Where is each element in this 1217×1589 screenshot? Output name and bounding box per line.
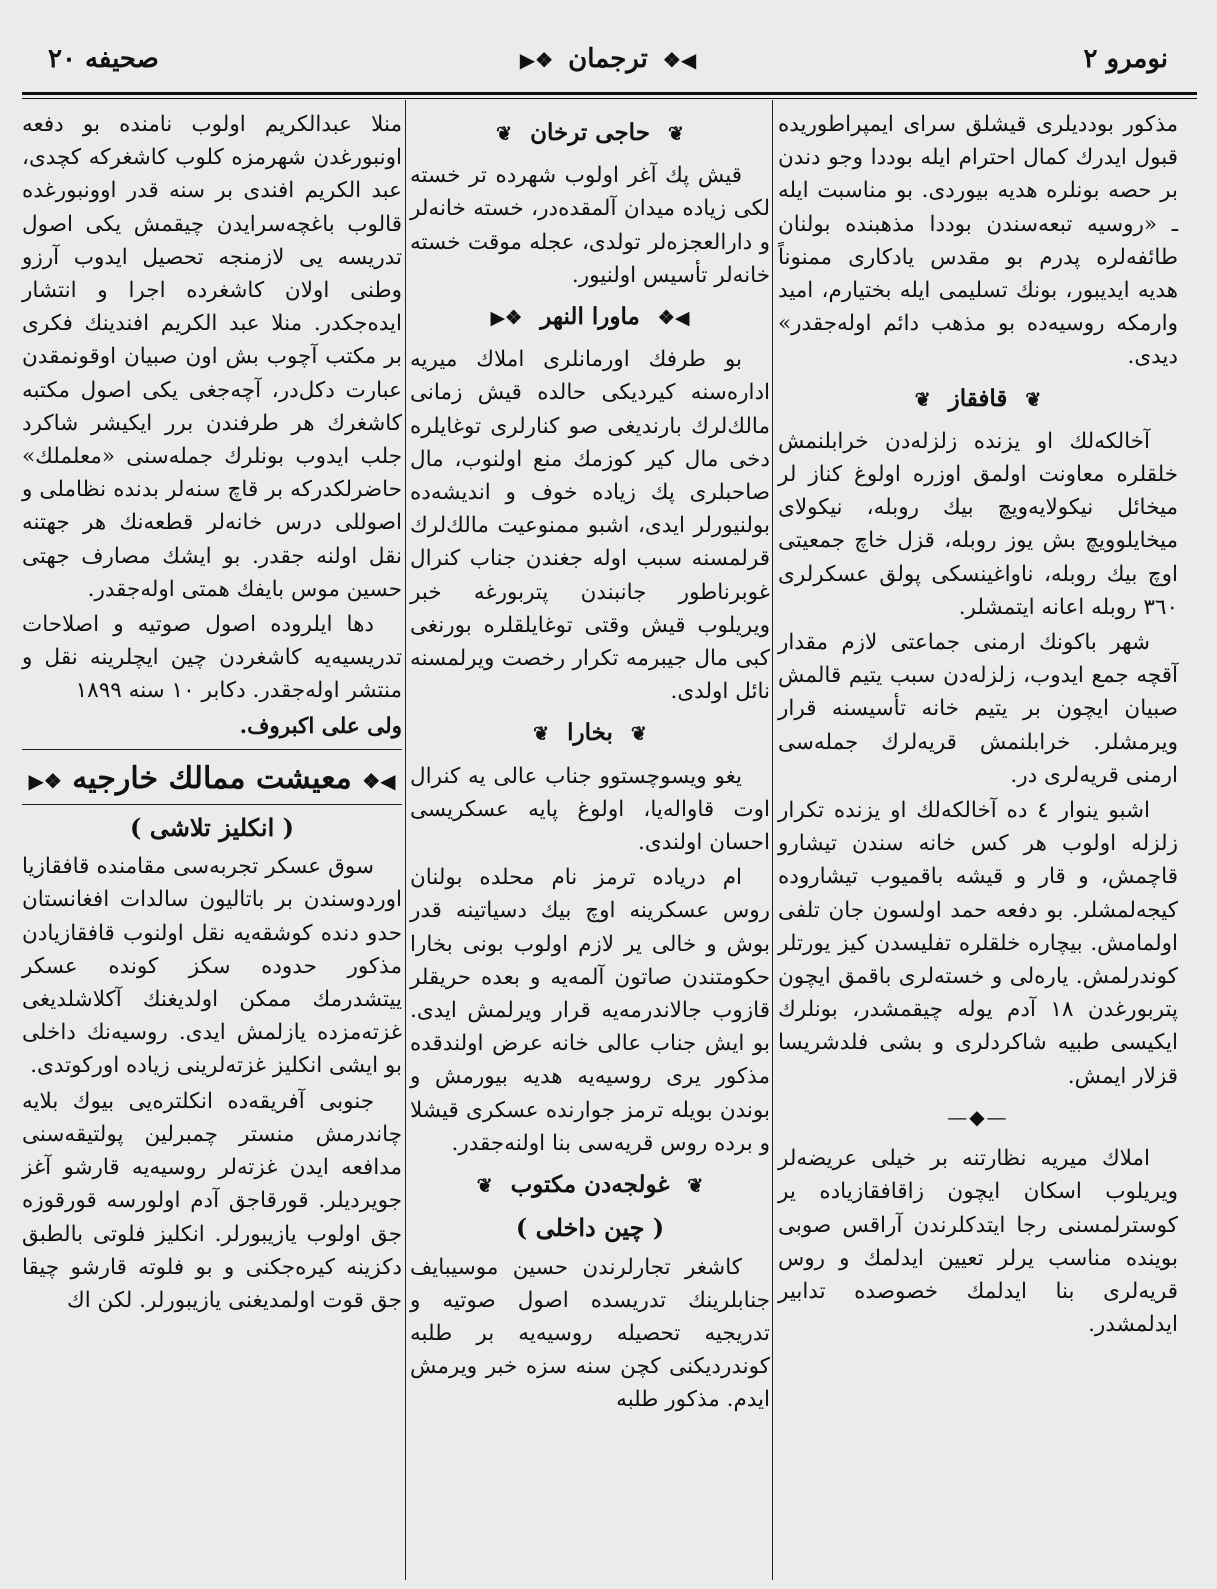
ornament-icon: ❦ xyxy=(630,723,647,746)
ornament-icon: ❦ xyxy=(533,723,550,746)
subheading: ( چین داخلی ) xyxy=(515,1213,665,1243)
section-heading-text: قافقاز xyxy=(948,384,1008,412)
left-column xyxy=(22,108,402,1578)
article-text: منلا عبدالکریم اولوب نامنده بو دفعه اونبورغدن شهرمزه کلوب کاشغرکه کچدی، عبد الکریم افندی بر سنه قدر اوونبورغده قالوب باغچه‌سرایدن چیقمش یکی اصول تدریسه یی لازمنجه تحصیل ایدوب آرزو وطنی اولان کاشغرده اجرا و انتشار ایده‌جکدر. منلا عبد الکریم افندینك فکری بر مکتب آچوب بش اون صبیان اوقونمقدن عبارت دکل‌در، آچه‌جغی یکی اصول مکتبه کاشغرك هر طرفندن برر ایکیشر شاکرد جلب ایدوب بونلرك جمله‌سنی «معلملك» حاضرلکدرکه بر قاچ سنه‌لر بدنده نظاملی و اصوللی درس خانه‌لر قطعه‌نك هر جهتنه نقل اولنه جقدر. بو ایشك مصارف جهتی حسین موس بایفك همتی اوله‌جقدر. xyxy=(22,112,402,602)
article-text: دها ایلروده اصول صوتیه و اصلاحات تدریسیه‌یه کاشغردن چین ایچلرینه نقل و منتشر اوله‌جقدر. دکابر ١٠ سنه ١٨٩٩ xyxy=(22,612,402,704)
signature: ولی علی اکبروف. xyxy=(239,713,402,739)
article-text: ام دریاده ترمز نام محلده بولنان روس عسکرینه اوچ بیك دسیاتینه قدر بوش و خالی یر لازم اولوب بونی بخارا حکومتندن صاتون آلمه‌یه و بعده حریقلر قازوب جالاندرمه‌یه قرار ویرلمش ایدی. بو ایش جناب عالی خانه عرض اولندقده مذکور یری روسیه‌یه هدیه بیورمش و بوندن بویله ترمز جوارنده عسکری قیشلا و برده روس قریه‌سی بنا اولنه‌جقدر. xyxy=(410,865,770,1156)
section-heading xyxy=(410,1168,770,1203)
masthead-rule-thin xyxy=(22,98,1197,99)
article-text: املاك میریه نظارتنه بر خیلی عریضه‌لر ویریلوب اسکان ایچون زاقافقازیاده یر کوسترلمسنی رجا ایتدکلرندن آراقس صوبی بوینده مناسب یرلر تعیین ایدلمك و روس قریه‌لری بنا ایدلمك خصوصده تدابیر ایدلمشدر. xyxy=(778,1146,1178,1338)
page-number: صحیفه ٢٠ xyxy=(48,44,159,74)
right-column xyxy=(778,108,1178,1578)
issue-number: نومرو ٢ xyxy=(1083,44,1168,74)
ornament-icon: ❖▶ xyxy=(519,48,554,72)
article-text: آخالکه‌لك او یزنده زلزله‌دن خرابلنمش خلقلره معاونت اولمق اوزره اولوغ کناز لر میخائل نیکولایه‌ویچ بیك روبله، نیکولای میخایلوویچ بش یوز روبله، قزل خاچ جمعیتی اوچ بیك روبله، ناواغینسکی پولق عسکرلری ٣٦٠ روبله اعانه ایتمشلر. xyxy=(778,428,1178,620)
section-heading xyxy=(22,762,402,798)
column-divider xyxy=(772,100,773,1580)
ornament-icon: ❖▶ xyxy=(28,768,62,793)
article-text: بو طرفك اورمانلری املاك میریه ادارەسنه کیردیکی حالده قیش زمانی مالك‌لرك بارندیغی صو کنارلری توغایلره دخی مال کیر کوزمك منع اولنوب، مال صاحبلری پك زیاده خوف و اندیشه‌ده بولنیورلر ایدی، اشبو ممنوعیت مالك‌لرك قرلمسنه سبب اوله جغندن جناب کنرال غوبرناطور جانبندن پتربورغه خبر ویریلوب قیش وقتی توغایلقلره بورنغی کبی مال جیبرمه تکرار رخصت ویرلمسنه نائل اولدی. xyxy=(410,347,770,705)
ornament-divider: —◆— xyxy=(947,1104,1009,1129)
section-heading-text: ماورا النهر xyxy=(540,303,640,331)
column-divider xyxy=(405,100,406,1580)
masthead xyxy=(18,38,1198,94)
ornament-icon: ◀❖ xyxy=(362,768,396,793)
divider-line xyxy=(22,749,402,750)
section-heading-text: بخارا xyxy=(567,719,613,747)
newspaper-title-text: ترجمان xyxy=(568,44,648,74)
article-text: یغو ویسوچستوو جناب عالی یه کنرال اوت قاواله‌یا، اولوغ پایه عسکریسی احسان اولندی. xyxy=(410,763,770,856)
section-heading-text: غولجه‌دن مکتوب xyxy=(510,1171,670,1199)
middle-column xyxy=(410,108,770,1578)
section-heading xyxy=(410,300,770,335)
ornament-icon: ❖▶ xyxy=(490,307,523,330)
article-text: مذکور بوددیلری قیشلق سرای ایمپراطوریده قبول ایدرك کمال احترام ایله بوددا وجو دندن بر حصه بونلره هدیه بیوردی. بو مناسبت ایله ـ «روسیه تبعه‌سندن بوددا مذهبنده بولنان طائفه‌لره پدرم بو مقدس یادکاری ممنوناً هدیه ایدیبور، بونك تسلیمی ایله بختیارم، امید وارمکه روسیه‌ده بو مذهب دائم اوله‌جقدر» دیدی. xyxy=(778,112,1178,370)
ornament-icon: ❦ xyxy=(687,1175,704,1198)
ornament-icon: ❦ xyxy=(476,1175,493,1198)
article-text: کاشغر تجارلرندن حسین موسیبایف جنابلرینك تدریسده اصول صوتیه و تدریجیه تحصیله روسیه‌یه بر طلبه کوندردیکنی کچن سنه سزه خبر ویرمش ایدم. مذکور طلبه xyxy=(410,1254,770,1413)
section-heading xyxy=(778,382,1178,417)
ornament-icon: ◀❖ xyxy=(662,48,697,72)
article-text: اشبو ینوار ٤ ده آخالکه‌لك او یزنده تکرار زلزله اولوب هر کس خانه سندن تیشارو قاچمش، و قار و قیشه باقمیوب تیشاروده کیجه‌لمشلر. بو دفعه حمد اولسون جان تلفی اولمامش. بیچاره خلقلره تفلیسدن کیز یورتلر کوندرلمش. یاره‌لی و خسته‌لری باقمق ایچون پتربورغدن ١٨ آدم یوله چیقمشدر، بونلرك ایکیسی طبیه شاکردلری و بشی فلدشریسا قزلار ایمش. xyxy=(778,798,1178,1089)
newspaper-title xyxy=(18,44,1198,74)
article-text: قیش پك آغر اولوب شهرده تر خسته لکی زیاده میدان آلمقده‌در، خسته خانه‌لر و دارالعجزه‌لر تولدی، عجله موقت خسته خانه‌لر تأسیس اولنیور. xyxy=(410,163,770,288)
divider-line xyxy=(22,804,402,805)
masthead-rule xyxy=(22,92,1197,95)
section-heading-text: حاجی ترخان xyxy=(530,119,650,146)
ornament-icon: ❦ xyxy=(1025,388,1042,411)
ornament-icon: ◀❖ xyxy=(657,307,690,330)
ornament-icon: ❦ xyxy=(914,388,931,411)
article-text: جنوبی آفریقه‌ده انکلتره‌یی بیوك بلایه چاندرمش منستر چمبرلین پولتیقه‌سنی مدافعه ایدن غزته‌لر روسیه‌یه قارشو آغز جویردیلر. قورقاجق آدم اولورسه قورقوزه جق اولوب یازیبورلر. انکلیز فلوتی بالطبق دکزینه کیره‌جکنی و بو فلوته قارشو چیقا جق قوت اولمدیغنی یازیبورلر. لکن اك xyxy=(22,1088,402,1313)
section-heading xyxy=(410,716,770,751)
article-text: شهر باکونك ارمنی جماعتی لازم مقدار آقچه جمع ایدوب، زلزله‌دن سبب یتیم قالمش صبیان ایچون بر یتیم خانه تأسیسنه قرار ویرمشلر. خرابلنمش قریه‌لرك جمله‌سی ارمنی قریه‌لری در. xyxy=(778,630,1178,788)
subheading: ( انکلیز تلاشی ) xyxy=(130,813,294,843)
section-heading xyxy=(410,116,770,151)
ornament-icon: ❦ xyxy=(496,123,513,145)
ornament-icon: ❦ xyxy=(667,123,684,145)
section-heading-text: معیشت ممالك خارجیه xyxy=(72,760,352,796)
article-text: سوق عسکر تجربه‌سی مقامنده قافقازیا اوردوسندن بر باتالیون سالدات افغانستان حدو دنده کوشقه‌یه نقل اولنوب قافقازیادن مذکور حدوده سکز کونده عسکر ییتشدرمك ممکن اولدیغنك آکلاشلدیغی غزته‌مزده یازلمش ایدی. روسیه‌نك داخلی بو ایشی انکلیز غزته‌لرینی زیاده اورکوتدی. xyxy=(22,854,402,1079)
